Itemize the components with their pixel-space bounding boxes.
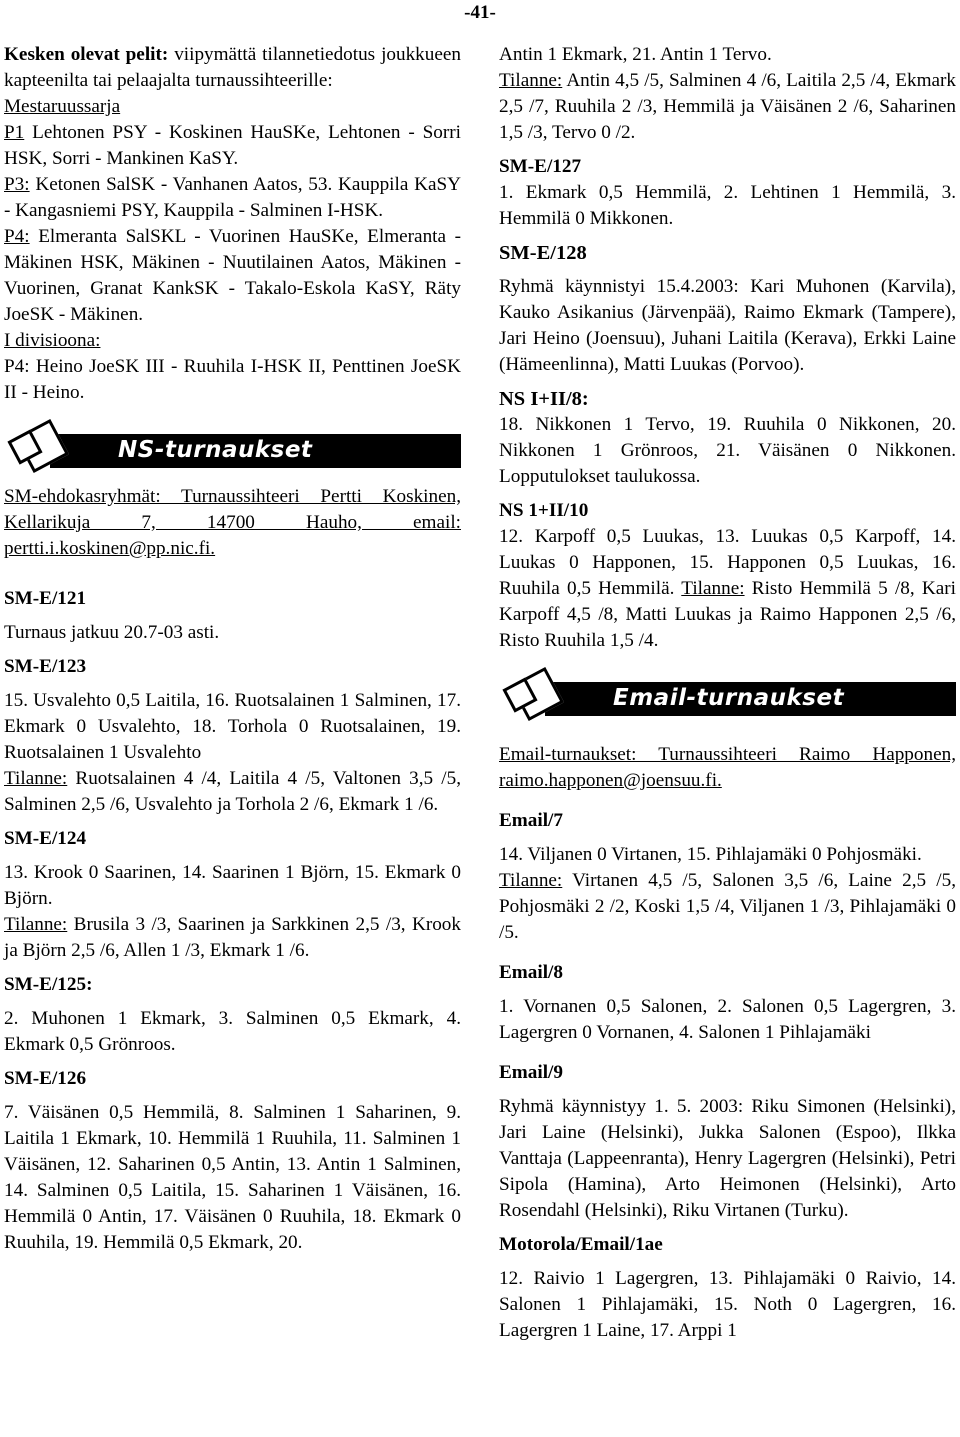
results-sm-e-123: 15. Usvalehto 0,5 Laitila, 16. Ruotsalainen 1 Salminen, 17. Ekmark 0 Usvalehto, 18. Torhola 0 Ruotsalainen, 19. Ruotsalainen 1 Usvalehto [4,690,461,763]
intro-paragraph [4,42,461,94]
ns-turnaukset-banner [4,420,461,470]
p3-label: P3: [4,174,30,195]
text-email-8: 1. Vornanen 0,5 Salonen, 2. Salonen 0,5 Lagergren, 3. Lagergren 0 Vornanen, 4. Salonen 1 Pihlajamäki [499,996,956,1043]
text-sm-e-121: Turnaus jatkuu 20.7-03 asti. [4,622,220,643]
p1-text: Lehtonen PSY - Koskinen HauSKe, Lehtonen - Sorri HSK, Sorri - Mankinen KaSY. [4,122,461,169]
text-email-9: Ryhmä käynnistyy 1. 5. 2003: Riku Simonen (Helsinki), Jari Laine (Helsinki), Jukka Salonen (Espoo), Ilkka Vanttaja (Lappeenranta), Henry Lagergren (Helsinki), Petri Sipola (Hamina), Arto Heimonen (Helsinki), Arto Rosendahl (Helsinki), Riku Virtanen (Turku). [499,1096,956,1221]
tilanne-email-7 [499,868,956,946]
banner-bar [545,682,956,716]
heading-email-9: Email/9 [499,1062,563,1083]
tilanne-label: Tilanne: [4,768,68,789]
heading-ns-10: NS 1+II/10 [499,500,589,521]
p4-paragraph [4,224,461,328]
email-contact: Email-turnaukset: Turnaussihteeri Raimo Happonen, raimo.happonen@joensuu.fi. [499,744,956,791]
tilanne-sm-e-126 [499,68,956,146]
right-column [499,42,956,1344]
mestaruussarja-heading: Mestaruussarja [4,96,121,117]
email-turnaukset-banner [499,668,956,718]
p1-label: P1 [4,122,25,143]
results-ns-10: 12. Karpoff 0,5 Luukas, 13. Luukas 0,5 Karpoff, 14. Luukas 0 Happonen, 15. Happonen 0,5 Luukas, 16. Ruuhila 0,5 Hemmilä. [499,526,956,599]
intro-label: Kesken olevat pelit: [4,44,169,65]
left-column [4,42,461,1256]
heading-motorola-email: Motorola/Email/1ae [499,1234,663,1255]
tilanne-label: Tilanne: [4,914,68,935]
tilanne-label: Tilanne: [499,870,563,891]
heading-sm-e-125: SM-E/125: [4,974,93,995]
heading-sm-e-127: SM-E/127 [499,156,582,177]
text-email-7: 14. Viljanen 0 Virtanen, 15. Pihlajamäki 0 Pohjosmäki. [499,844,922,865]
text-motorola-email: 12. Raivio 1 Lagergren, 13. Pihlajamäki 0 Raivio, 14. Salonen 1 Pihlajamäki, 15. Noth 0 Lagergren, 16. Lagergren 1 Laine, 17. Arppi 1 [499,1268,956,1341]
text-sm-e-127: 1. Ekmark 0,5 Hemmilä, 2. Lehtinen 1 Hemmilä, 3. Hemmilä 0 Mikkonen. [499,182,956,229]
tilanne-text: Antin 4,5 /5, Salminen 4 /6, Laitila 2,5 /4, Ekmark 2,5 /7, Ruuhila 2 /3, Hemmilä ja Väisänen 2 /6, Saharinen 1,5 /3, Tervo 0 /2. [499,70,956,143]
tilanne-label: Tilanne: [681,578,745,599]
p3-paragraph [4,172,461,224]
tilanne-text: Virtanen 4,5 /5, Salonen 3,5 /6, Laine 2,5 /5, Pohjosmäki 2 /2, Koski 1,5 /4, Viljanen 1 /3, Pihlajamäki 0 /5. [499,870,956,943]
tilanne-label: Tilanne: [499,70,563,91]
heading-email-7: Email/7 [499,810,563,831]
divisioona-p4: P4: Heino JoeSK III - Ruuhila I-HSK II, Penttinen JoeSK II - Heino. [4,356,461,403]
text-sm-e-128: Ryhmä käynnistyi 15.4.2003: Kari Muhonen (Karvila), Kauko Asikanius (Järvenpää), Raimo Ekmark (Tampere), Jari Heino (Joensuu), Juhani Laitila (Kerava), Erkki Laine (Hämeenlinna), Matti Luukas (Porvoo). [499,276,956,375]
text-ns-8: 18. Nikkonen 1 Tervo, 19. Ruuhila 0 Nikkonen, 20. Nikkonen 1 Grönroos, 21. Väisänen 0 Nikkonen. Lopputulokset taulukossa. [499,414,956,487]
heading-sm-e-123: SM-E/123 [4,656,87,677]
p4-text: Elmeranta SalSKL - Vuorinen HauSKe, Elmeranta - Mäkinen HSK, Mäkinen - Nuutilainen Aatos, Mäkinen - Vuorinen, Granat KankSK - Takalo-Eskola KaSY, Räty JoeSK - Mäkinen. [4,226,461,325]
banner-bar [50,434,461,468]
heading-ns-8: NS I+II/8: [499,388,589,410]
banner-title: Email-turnaukset [613,685,845,711]
text-ns-10 [499,524,956,654]
tilanne-text: Ruotsalainen 4 /4, Laitila 4 /5, Valtonen 3,5 /5, Salminen 2,5 /6, Usvalehto ja Torhola 2 /6, Ekmark 1 /6. [4,768,461,815]
heading-sm-e-126: SM-E/126 [4,1068,87,1089]
page-number: -41- [464,2,496,23]
text-sm-e-125: 2. Muhonen 1 Ekmark, 3. Salminen 0,5 Ekmark, 4. Ekmark 0,5 Grönroos. [4,1008,461,1055]
heading-email-8: Email/8 [499,962,563,983]
banner-title: NS-turnaukset [118,437,313,463]
tilanne-sm-e-124 [4,912,461,964]
continuation-sm-e-126: Antin 1 Ekmark, 21. Antin 1 Tervo. [499,44,772,65]
sm-contact: SM-ehdokasryhmät: Turnaussihteeri Pertti Koskinen, Kellarikuja 7, 14700 Hauho, email: pertti.i.koskinen@pp.nic.fi. [4,486,461,559]
tilanne-text: Risto Hemmilä 5 /8, Kari Karpoff 4,5 /8, Matti Luukas ja Raimo Happonen 2,5 /6, Risto Ruuhila 1,5 /4. [499,578,956,651]
tilanne-text: Brusila 3 /3, Saarinen ja Sarkkinen 2,5 /3, Krook ja Björn 2,5 /6, Allen 1 /3, Ekmark 1 /6. [4,914,461,961]
p4-label: P4: [4,226,30,247]
heading-sm-e-128: SM-E/128 [499,242,587,264]
text-sm-e-124: 13. Krook 0 Saarinen, 14. Saarinen 1 Björn, 15. Ekmark 0 Björn. [4,862,461,909]
text-sm-e-126: 7. Väisänen 0,5 Hemmilä, 8. Salminen 1 Saharinen, 9. Laitila 1 Ekmark, 10. Hemmilä 1 Ruuhila, 11. Salminen 1 Väisänen, 12. Saharinen 0,5 Antin, 13. Antin 1 Salminen, 14. Salminen 0,5 Laitila, 15. Saharinen 1 Väisänen, 16. Hemmilä 0 Antin, 17. Väisänen 0 Ruuhila, 18. Ekmark 0 Ruuhila, 19. Hemmilä 0,5 Ekmark, 20. [4,1102,461,1253]
p1-paragraph [4,120,461,172]
p3-text: Ketonen SalSK - Vanhanen Aatos, 53. Kauppila KaSY - Kangasniemi PSY, Kauppila - Salminen I-HSK. [4,174,461,221]
heading-sm-e-124: SM-E/124 [4,828,87,849]
divisioona-heading: I divisioona: [4,330,101,351]
intro-text: viipymättä tilannetiedotus joukkueen kapteenilta tai pelaajalta turnaussihteerille: [4,44,461,91]
text-sm-e-123 [4,688,461,818]
heading-sm-e-121: SM-E/121 [4,588,87,609]
